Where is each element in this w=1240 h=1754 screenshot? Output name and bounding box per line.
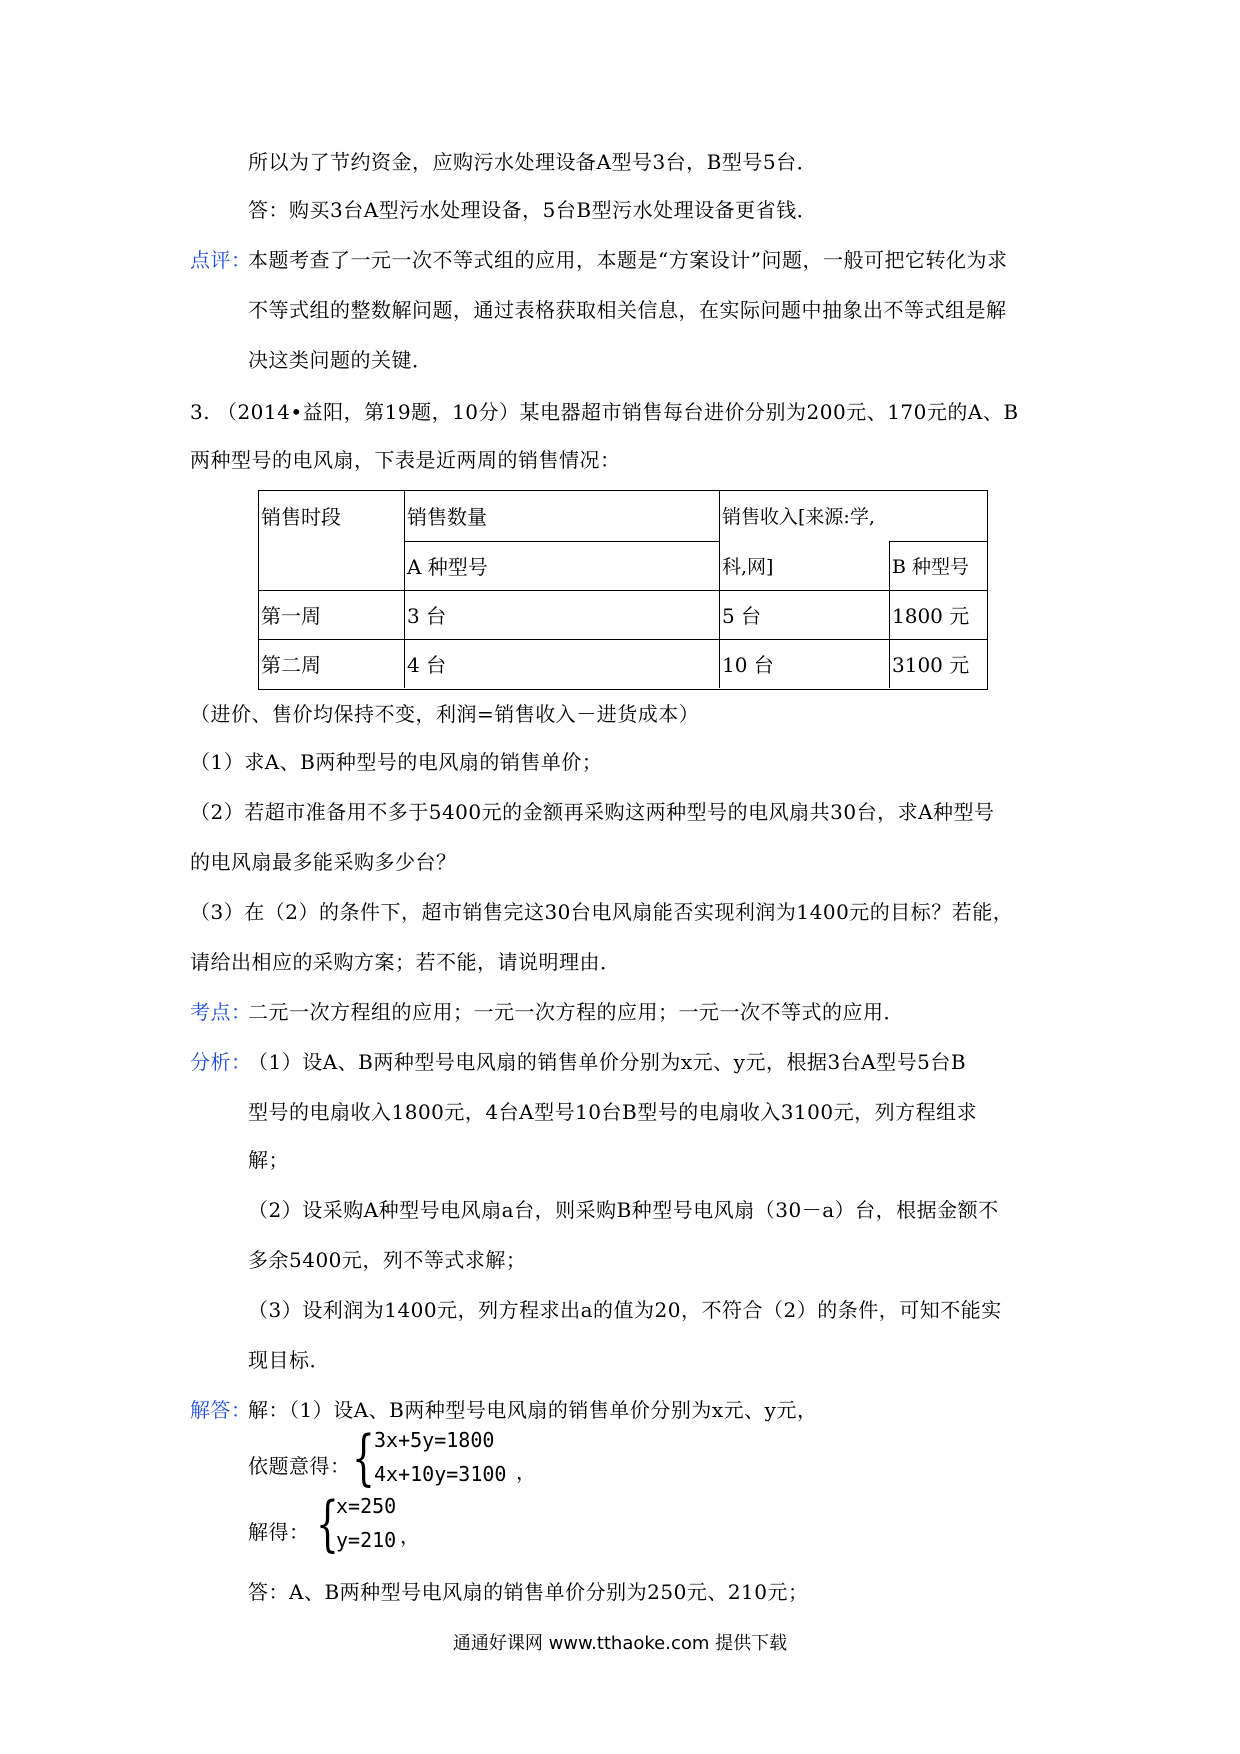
text-line: 决这类问题的关键． <box>248 348 433 372</box>
text-line: 多余5400元，列不等式求解； <box>248 1248 527 1272</box>
table-header: B 种型号 <box>892 556 970 578</box>
text-line: （1）设A、B两种型号电风扇的销售单价分别为x元、y元，根据3台A型号5台B <box>248 1050 967 1074</box>
text-line: 请给出相应的采购方案；若不能，请说明理由． <box>190 950 621 974</box>
text-line: 答：A、B两种型号电风扇的销售单价分别为250元、210元； <box>248 1580 809 1604</box>
fenxi-label: 分析： <box>190 1050 252 1074</box>
sales-table <box>258 490 988 690</box>
question-heading: 3. （2014•益阳，第19题，10分）某电器超市销售每台进价分别为200元、170元的A、B <box>190 400 1019 424</box>
table-header: A 种型号 <box>407 555 488 579</box>
text-line: 解得： <box>248 1520 310 1544</box>
text-line: 答：购买3台A型污水处理设备，5台B型污水处理设备更省钱． <box>248 198 818 222</box>
review-label: 点评： <box>190 248 252 272</box>
equation: y=210 <box>336 1528 397 1552</box>
table-divider <box>889 541 987 542</box>
table-cell: 10 台 <box>722 653 774 677</box>
equation: 4x+10y=3100 <box>374 1462 507 1486</box>
kaodian-label: 考点： <box>190 1000 252 1024</box>
text-line: 二元一次方程组的应用；一元一次方程的应用；一元一次不等式的应用． <box>248 1000 904 1024</box>
text-line: （进价、售价均保持不变，利润=销售收入－进货成本） <box>190 702 700 726</box>
text-line: 的电风扇最多能采购多少台？ <box>190 850 457 874</box>
table-divider <box>259 590 987 591</box>
text-line: （1）求A、B两种型号的电风扇的销售单价； <box>190 750 603 774</box>
punctuation: ， <box>400 1524 421 1548</box>
text-line: 本题考查了一元一次不等式组的应用，本题是“方案设计”问题，一般可把它转化为求 <box>248 248 1008 272</box>
text-line: 解； <box>248 1148 289 1172</box>
jieda-label: 解答： <box>190 1398 252 1422</box>
table-cell: 第二周 <box>261 653 321 677</box>
table-header: 销售收入[来源:学, <box>722 506 875 528</box>
punctuation: ， <box>516 1460 537 1484</box>
text-line: （2）若超市准备用不多于5400元的金额再采购这两种型号的电风扇共30台，求A种型号 <box>190 800 995 824</box>
text-line: 依题意得： <box>248 1454 351 1478</box>
text-line: 现目标． <box>248 1348 330 1372</box>
text-line: 两种型号的电风扇，下表是近两周的销售情况： <box>190 448 621 472</box>
table-header: 科,网] <box>722 556 774 578</box>
text-line: 解：（1）设A、B两种型号电风扇的销售单价分别为x元、y元， <box>248 1398 818 1422</box>
left-brace: { <box>316 1489 339 1559</box>
left-brace: { <box>352 1423 375 1493</box>
table-header: 销售数量 <box>407 505 487 529</box>
table-cell: 4 台 <box>407 653 447 677</box>
text-line: 所以为了节约资金，应购污水处理设备A型号3台，B型号5台． <box>248 150 818 174</box>
text-line: 型号的电扇收入1800元，4台A型号10台B型号的电扇收入3100元，列方程组求 <box>248 1100 978 1124</box>
table-divider <box>889 541 890 688</box>
text-line: （2）设采购A种型号电风扇a台，则采购B种型号电风扇（30－a）台，根据金额不 <box>248 1198 999 1222</box>
equation: x=250 <box>336 1494 397 1518</box>
table-cell: 5 台 <box>722 604 762 628</box>
text-line: （3）设利润为1400元，列方程求出a的值为20，不符合（2）的条件，可知不能实 <box>248 1298 1002 1322</box>
text-line: （3）在（2）的条件下，超市销售完这30台电风扇能否实现利润为1400元的目标？若能， <box>190 900 1014 924</box>
table-header: 销售时段 <box>261 505 341 529</box>
equation: 3x+5y=1800 <box>374 1428 495 1452</box>
text-line: 不等式组的整数解问题，通过表格获取相关信息，在实际问题中抽象出不等式组是解 <box>248 298 1007 322</box>
table-cell: 3100 元 <box>892 653 970 677</box>
table-cell: 3 台 <box>407 604 447 628</box>
table-divider <box>259 639 987 640</box>
table-cell: 1800 元 <box>892 604 970 628</box>
table-cell: 第一周 <box>261 604 321 628</box>
page-footer: 通通好课网 www.tthaoke.com 提供下载 <box>452 1633 788 1654</box>
table-divider <box>404 541 719 542</box>
